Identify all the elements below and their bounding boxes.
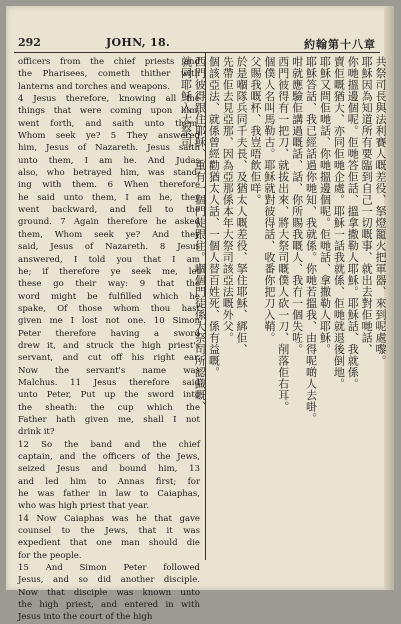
- english-line: Malchus. 11 Jesus therefore said: [18, 377, 200, 388]
- english-line: 14 Now Caiaphas was he that gave: [18, 513, 200, 524]
- english-line: given me I lost not one. 10 Simon: [18, 316, 200, 327]
- english-line: expedient that one man should die: [18, 538, 200, 549]
- english-line: them, Whom seek ye? And they: [18, 229, 200, 240]
- english-line: officers from the chief priests and: [18, 57, 200, 67]
- english-line: the Pharisees, cometh thither with: [18, 69, 200, 80]
- chinese-column: 耶穌答話、我已經話過你哋知、我就係。你哋若搵我、由得呢啲人去啩。: [304, 56, 318, 424]
- chinese-column: 父賜我嘅杯、我豈唔飲佢咩。: [248, 56, 262, 206]
- english-line: these go their way: 9 that the: [18, 279, 200, 290]
- chinese-column: 西門彼得有一把刀、就拔出來、將大祭司嘅僕人砍一刀、削落佢右耳。: [276, 56, 290, 413]
- english-line: went backward, and fell to the: [18, 205, 200, 216]
- english-line: he; if therefore ye seek me, let: [18, 266, 200, 277]
- english-line: drink it?: [18, 427, 55, 438]
- english-line: seized Jesus and bound him, 13: [18, 464, 200, 475]
- english-line: went forth, and saith unto them,: [18, 118, 200, 129]
- chinese-text-column: [179, 56, 387, 560]
- english-line: spake, Of those whom thou hast: [18, 303, 200, 314]
- english-line: drew it, and struck the high priest's: [18, 340, 200, 351]
- english-line: Father hath given me, shall I not: [18, 414, 200, 425]
- english-line: he said unto them, I am he, they: [18, 192, 200, 203]
- chinese-column: 賣佢嘅猶大、亦同佢哋企處。耶穌一話我就係、佢哋就退後倒地。: [332, 56, 346, 390]
- english-line: ing with them. 6 When therefore: [18, 180, 200, 191]
- page-number: 292: [18, 36, 41, 49]
- english-line: things that were coming upon him,: [18, 106, 200, 117]
- english-text-column: [18, 56, 200, 623]
- chinese-column: 個該亞法、就係曾經勸猶太人話、一個人替百姓死、係有益嘅。: [207, 56, 221, 378]
- english-line: Whom seek ye? 5 They answered: [18, 131, 200, 142]
- english-line: unto Peter, Put up the sword into: [18, 390, 200, 401]
- english-line: word might be fulfilled which he: [18, 291, 200, 302]
- english-line: him, Jesus of Nazareth. Jesus saith: [18, 143, 200, 154]
- english-line: Jesus into the court of the high: [18, 612, 153, 623]
- chinese-column: 耶穌因為知道所有要臨到自己一切嘅事、就出去對佢哋話、: [360, 56, 374, 355]
- bible-page: [6, 6, 394, 623]
- chinese-column: 耶穌又問佢哋話、你哋搵邊個呢。佢哋話、拿撒勒人耶穌。: [318, 56, 332, 355]
- english-line: lanterns and torches and weapons.: [18, 81, 170, 92]
- english-line: captain, and the officers of the Jews,: [18, 452, 200, 462]
- english-line: Peter therefore having a sword: [18, 328, 200, 339]
- chinese-column: 個僕人名叫馬勒古。耶穌就對彼得話、收番你把刀入鞘。: [262, 56, 276, 344]
- english-line: Now that disciple was known unto: [18, 587, 200, 598]
- english-line: counsel to the Jews, that it was: [18, 526, 200, 537]
- chinese-column: 西門彼得跟住耶穌、重有一個門徒跟住。嗰個門徒係大祭司所認識嘅、: [193, 56, 207, 413]
- english-line: 12 So the band and the chief: [18, 439, 200, 450]
- chinese-column: 共祭司長與法利賽人嘅差役、拏燈籠火把軍器、來到呢處嚟。: [374, 56, 387, 367]
- chinese-heading: 約翰第十八章: [304, 38, 376, 51]
- english-line: answered, I told you that I am: [18, 254, 200, 265]
- english-line: and led him to Annas first; for: [18, 476, 200, 487]
- header-rule: [14, 52, 380, 53]
- chinese-column: 咁就應驗佢講過嘅話、話、你所賜我嘅人、我冇一個失咗。: [290, 56, 304, 355]
- english-line: ground. 7 Again therefore he asked: [18, 217, 200, 228]
- english-line: who was high priest that year.: [18, 501, 150, 512]
- chinese-column: 先帶佢去見亞那、因為亞那係本年大祭司該亞法嘅外父。: [221, 56, 235, 344]
- english-line: he was father in law to Caiaphas,: [18, 489, 200, 500]
- page-header: [14, 36, 382, 52]
- book-chapter-heading: JOHN, 18.: [106, 36, 171, 49]
- english-line: unto them, I am he. And Judas: [18, 155, 200, 166]
- english-line: servant, and cut off his right ear.: [18, 353, 200, 364]
- english-line: Now the servant's name was: [18, 365, 200, 376]
- english-line: also, who betrayed him, was stand-: [18, 168, 200, 179]
- chinese-column: 你哋搵邊個呢。佢哋答佢話、搵拿撒勒人耶穌。耶穌話、我就係。: [346, 56, 360, 390]
- english-line: 15 And Simon Peter followed: [18, 563, 200, 574]
- english-line: the sheath: the cup which the: [18, 402, 200, 413]
- chinese-column: 就同耶穌入大祭司: [179, 56, 193, 148]
- chinese-column: 於是嗰隊兵同千夫長、及猶太人嘅差役、拏住耶穌、綁佢、: [235, 56, 249, 355]
- english-line: Jesus, and so did another disciple.: [18, 575, 200, 586]
- english-line: the high priest, and entered in with: [18, 600, 200, 611]
- english-line: said, Jesus of Nazareth. 8 Jesus: [18, 242, 200, 253]
- english-line: 4 Jesus therefore, knowing all the: [18, 94, 200, 105]
- english-line: for the people.: [18, 550, 82, 561]
